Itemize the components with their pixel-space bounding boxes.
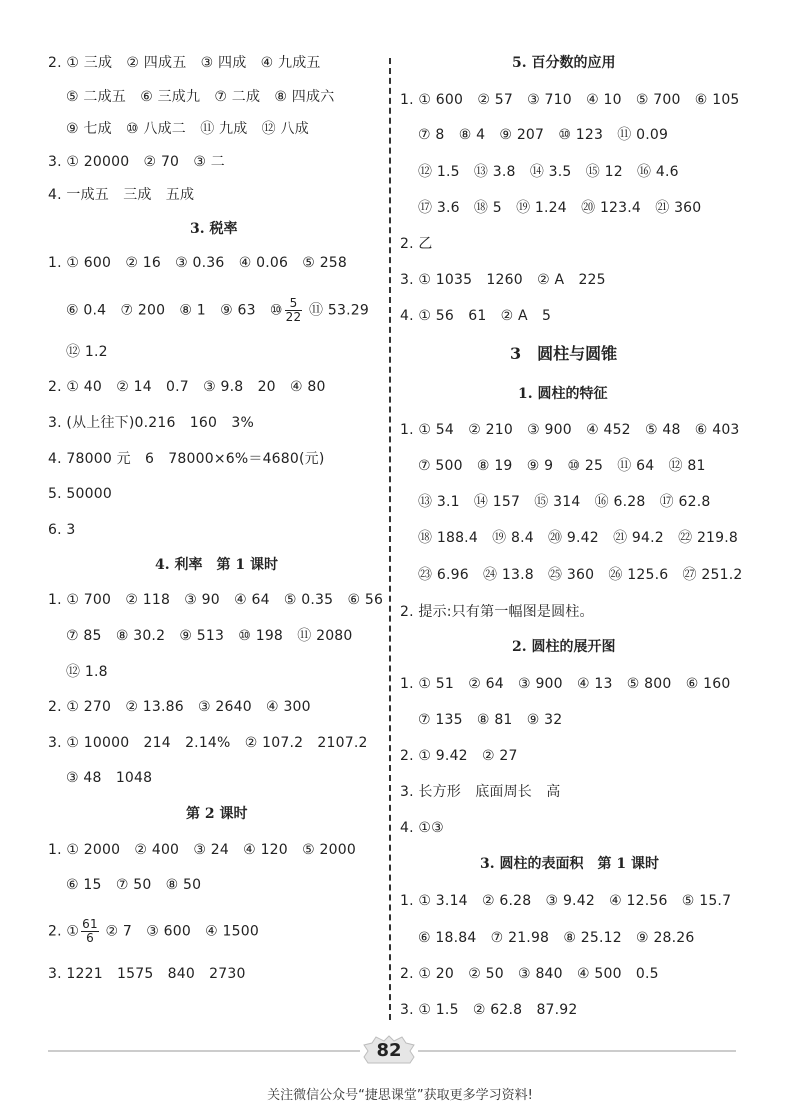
- answer-line: 3. (从上往下)0.216 160 3%: [48, 415, 254, 431]
- answer-line: 2. 提示:只有第一幅图是圆柱。: [400, 604, 594, 620]
- answer-line: 2. ① 20 ② 50 ③ 840 ④ 500 0.5: [400, 966, 659, 982]
- answer-text: 2. ①: [48, 923, 80, 940]
- answer-line: 3. ① 10000 214 2.14% ② 107.2 2107.2: [48, 735, 368, 751]
- answer-line: 4. ①③: [400, 820, 444, 836]
- answer-line: ⑫ 1.5 ⑬ 3.8 ⑭ 3.5 ⑮ 12 ⑯ 4.6: [418, 164, 679, 180]
- answer-line: 1. ① 600 ② 57 ③ 710 ④ 10 ⑤ 700 ⑥ 105: [400, 92, 740, 108]
- footer-note: 关注微信公众号“捷思课堂”获取更多学习资料!: [267, 1088, 533, 1103]
- answer-line: ⑱ 188.4 ⑲ 8.4 ⑳ 9.42 ㉑ 94.2 ㉒ 219.8: [418, 530, 739, 546]
- section-heading-interest-lesson2: 第 2 课时: [186, 806, 248, 822]
- answer-line: 3. ① 1035 1260 ② A 225: [400, 272, 606, 288]
- answer-line: ⑥ 15 ⑦ 50 ⑧ 50: [66, 877, 202, 893]
- section-heading-percent-applications: 5. 百分数的应用: [512, 55, 616, 71]
- answer-line: 1. ① 51 ② 64 ③ 900 ④ 13 ⑤ 800 ⑥ 160: [400, 676, 731, 692]
- footer-rule-right: [418, 1050, 736, 1052]
- fraction-numerator: 61: [82, 917, 98, 931]
- answer-text: ⑥ 0.4 ⑦ 200 ⑧ 1 ⑨ 63 ⑩: [66, 302, 283, 319]
- footer-rule-left: [48, 1050, 360, 1052]
- section-heading-interest-lesson1: 4. 利率 第 1 课时: [155, 557, 278, 573]
- answer-line: ③ 48 1048: [66, 770, 153, 786]
- answer-line: ⑥ 18.84 ⑦ 21.98 ⑧ 25.12 ⑨ 28.26: [418, 930, 695, 946]
- answer-line: 1. ① 700 ② 118 ③ 90 ④ 64 ⑤ 0.35 ⑥ 56: [48, 592, 384, 608]
- fraction-denominator: 6: [86, 931, 94, 945]
- section-heading-tax-rate: 3. 税率: [190, 221, 238, 237]
- answer-line: 2. 乙: [400, 236, 433, 252]
- answer-line: ⑦ 500 ⑧ 19 ⑨ 9 ⑩ 25 ⑪ 64 ⑫ 81: [418, 458, 706, 474]
- answer-line: 2. ① 40 ② 14 0.7 ③ 9.8 20 ④ 80: [48, 379, 326, 395]
- section-heading-cylinder-net: 2. 圆柱的展开图: [512, 639, 616, 655]
- answer-line: 1. ① 600 ② 16 ③ 0.36 ④ 0.06 ⑤ 258: [48, 255, 348, 271]
- answer-line: ⑤ 二成五 ⑥ 三成九 ⑦ 二成 ⑧ 四成六: [66, 89, 335, 105]
- section-heading-cylinder-features: 1. 圆柱的特征: [518, 386, 608, 402]
- answer-line: 2. ① 三成 ② 四成五 ③ 四成 ④ 九成五: [48, 55, 321, 71]
- answer-line-with-fraction: [48, 918, 259, 945]
- fraction-denominator: 22: [285, 310, 302, 324]
- answer-line: ⑰ 3.6 ⑱ 5 ⑲ 1.24 ⑳ 123.4 ㉑ 360: [418, 200, 702, 216]
- answer-line: 6. 3: [48, 522, 76, 538]
- answer-line: 1. ① 54 ② 210 ③ 900 ④ 452 ⑤ 48 ⑥ 403: [400, 422, 740, 438]
- answer-line: ⑫ 1.2: [66, 344, 108, 360]
- column-divider: [389, 58, 391, 1020]
- answer-line: ㉓ 6.96 ㉔ 13.8 ㉕ 360 ㉖ 125.6 ㉗ 251.2: [418, 567, 743, 583]
- fraction: [81, 918, 99, 945]
- answer-line: 5. 50000: [48, 486, 112, 502]
- fraction: [285, 297, 303, 324]
- fraction-numerator: 5: [285, 297, 303, 311]
- answer-line: 2. ① 9.42 ② 27: [400, 748, 518, 764]
- answer-line: 3. 长方形 底面周长 高: [400, 784, 561, 800]
- answer-line: 4. ① 56 61 ② A 5: [400, 308, 552, 324]
- answer-text: ② 7 ③ 600 ④ 1500: [105, 923, 259, 940]
- answer-line: 4. 78000 元 6 78000×6%＝4680(元): [48, 451, 325, 467]
- unit-heading-cylinder-cone: 3 圆柱与圆锥: [510, 344, 618, 363]
- answer-line: ⑬ 3.1 ⑭ 157 ⑮ 314 ⑯ 6.28 ⑰ 62.8: [418, 494, 711, 510]
- answer-line: 1. ① 3.14 ② 6.28 ③ 9.42 ④ 12.56 ⑤ 15.7: [400, 893, 732, 909]
- page-number-badge: [362, 1035, 416, 1069]
- answer-line: ⑦ 8 ⑧ 4 ⑨ 207 ⑩ 123 ⑪ 0.09: [418, 127, 669, 143]
- answer-line-with-fraction: [66, 297, 369, 324]
- answer-line: 3. 1221 1575 840 2730: [48, 966, 246, 982]
- page-number: 82: [376, 1040, 402, 1061]
- answer-line: ⑦ 85 ⑧ 30.2 ⑨ 513 ⑩ 198 ⑪ 2080: [66, 628, 353, 644]
- answer-line: ⑫ 1.8: [66, 664, 108, 680]
- answer-line: 1. ① 2000 ② 400 ③ 24 ④ 120 ⑤ 2000: [48, 842, 356, 858]
- answer-text: ⑪ 53.29: [309, 302, 369, 319]
- answer-line: ⑨ 七成 ⑩ 八成二 ⑪ 九成 ⑫ 八成: [66, 121, 309, 137]
- section-heading-cylinder-surface-area: 3. 圆柱的表面积 第 1 课时: [480, 856, 659, 872]
- answer-line: ⑦ 135 ⑧ 81 ⑨ 32: [418, 712, 563, 728]
- answer-line: 2. ① 270 ② 13.86 ③ 2640 ④ 300: [48, 699, 311, 715]
- answer-line: 4. 一成五 三成 五成: [48, 187, 195, 203]
- answer-line: 3. ① 1.5 ② 62.8 87.92: [400, 1002, 578, 1018]
- answer-line: 3. ① 20000 ② 70 ③ 二: [48, 154, 225, 170]
